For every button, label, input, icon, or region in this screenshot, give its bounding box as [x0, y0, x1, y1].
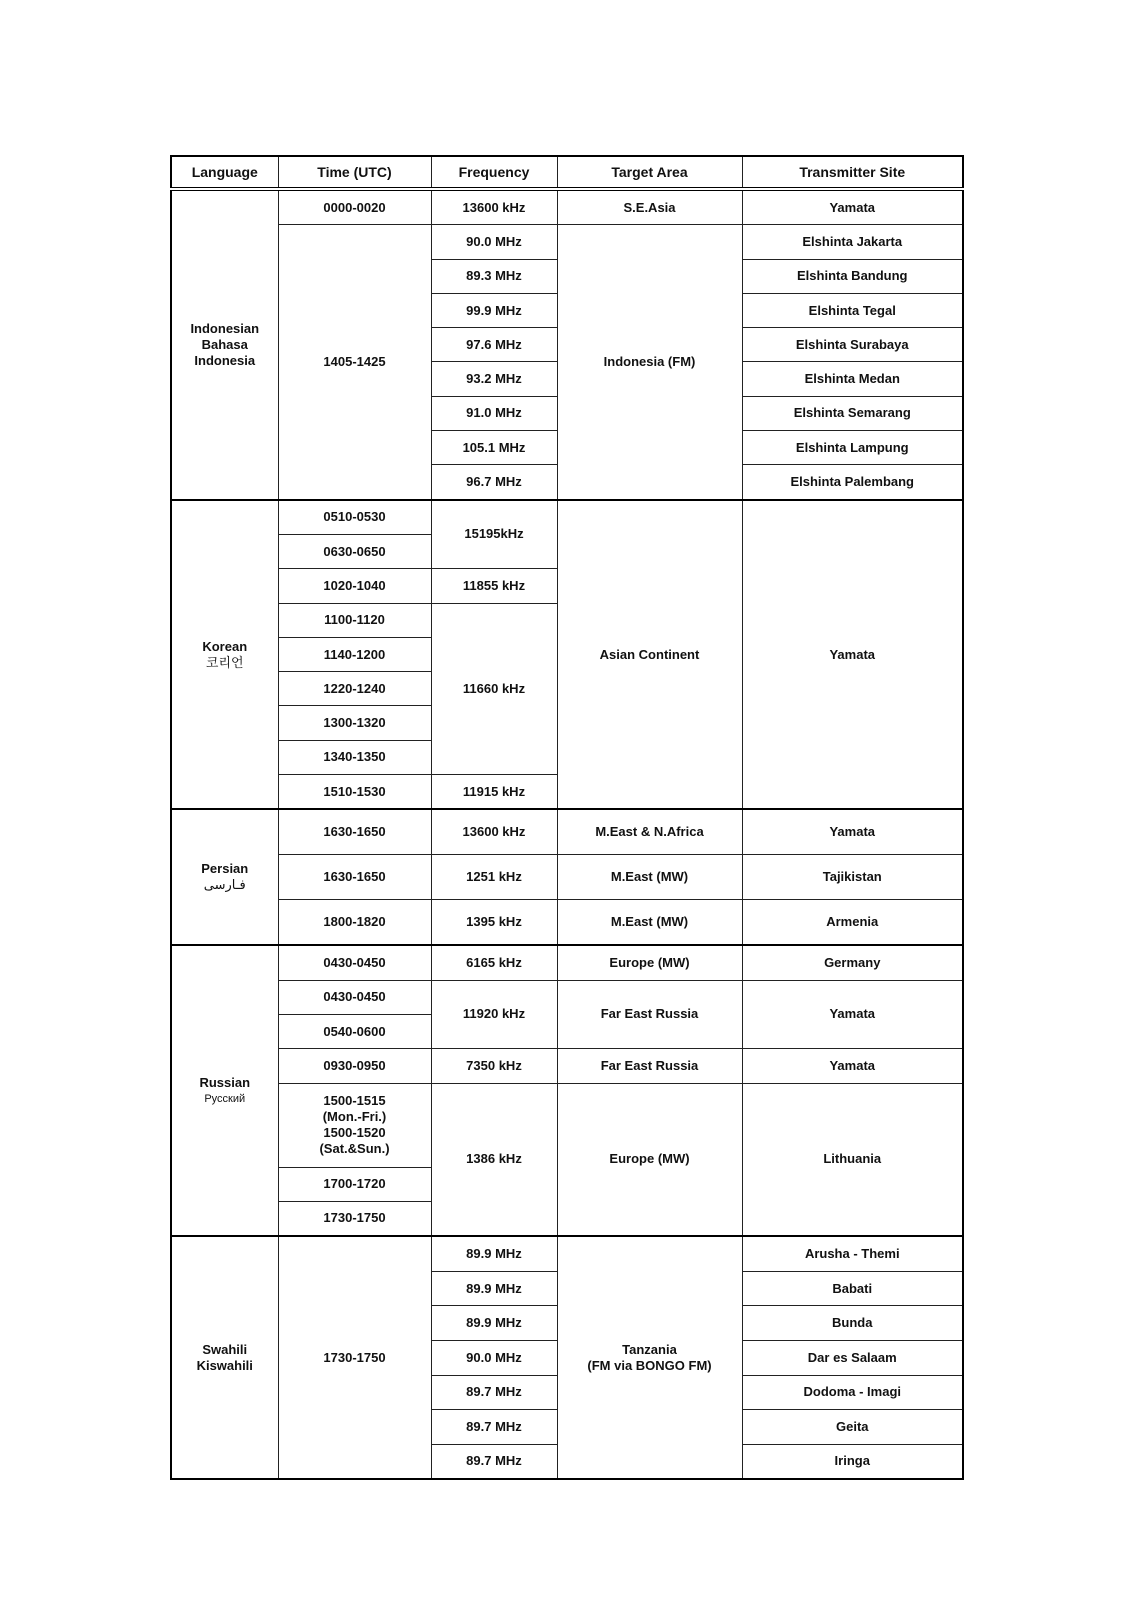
target-area-cell: M.East (MW)	[557, 900, 742, 946]
frequency-cell: 97.6 MHz	[431, 328, 557, 362]
transmitter-site-cell: Yamata	[742, 500, 963, 810]
transmitter-site-cell: Armenia	[742, 900, 963, 946]
transmitter-site-cell: Geita	[742, 1410, 963, 1445]
transmitter-site-cell: Elshinta Lampung	[742, 431, 963, 465]
table-row	[171, 900, 963, 946]
language-name: Persian	[201, 861, 249, 877]
target-area-cell: Indonesia (FM)	[557, 225, 742, 500]
frequency-cell: 11855 kHz	[431, 569, 557, 603]
time-cell: 1020-1040	[278, 569, 431, 603]
frequency-cell: 89.7 MHz	[431, 1444, 557, 1479]
section-swahili	[171, 1236, 963, 1479]
header-time: Time (UTC)	[278, 156, 431, 189]
language-native-name: فـارسی	[203, 877, 246, 893]
frequency-cell: 96.7 MHz	[431, 465, 557, 500]
transmitter-site-cell: Elshinta Palembang	[742, 465, 963, 500]
frequency-cell: 91.0 MHz	[431, 396, 557, 430]
frequency-cell: 89.3 MHz	[431, 259, 557, 293]
frequency-cell: 15195kHz	[431, 500, 557, 569]
table-row	[171, 855, 963, 900]
time-cell: 1800-1820	[278, 900, 431, 946]
language-name: Indonesia	[194, 352, 256, 368]
time-note: (Mon.-Fri.)	[322, 1109, 387, 1125]
time-cell: 0930-0950	[278, 1049, 431, 1083]
frequency-cell: 89.9 MHz	[431, 1271, 557, 1306]
frequency-cell: 1251 kHz	[431, 855, 557, 900]
table-row	[171, 980, 963, 1014]
time-cell: 1405-1425	[278, 225, 431, 500]
time-cell: 0000-0020	[278, 189, 431, 225]
frequency-cell: 89.7 MHz	[431, 1410, 557, 1445]
section-korean	[171, 500, 963, 810]
table-row	[171, 189, 963, 225]
time-cell: 0430-0450	[278, 945, 431, 980]
time-cell: 1700-1720	[278, 1167, 431, 1201]
time-cell	[278, 1083, 431, 1167]
time-cell: 1730-1750	[278, 1201, 431, 1236]
frequency-cell: 11915 kHz	[431, 775, 557, 810]
table-row	[171, 809, 963, 855]
language-cell	[171, 189, 278, 500]
transmitter-site-cell: Lithuania	[742, 1083, 963, 1236]
frequency-cell: 1395 kHz	[431, 900, 557, 946]
target-area-line: (FM via BONGO FM)	[587, 1357, 712, 1373]
transmitter-site-cell: Babati	[742, 1271, 963, 1306]
time-line: 1500-1515	[323, 1093, 386, 1109]
transmitter-site-cell: Yamata	[742, 809, 963, 855]
target-area-cell: M.East (MW)	[557, 855, 742, 900]
language-cell	[171, 945, 278, 1236]
table-row	[171, 225, 963, 259]
language-cell	[171, 809, 278, 945]
section-indonesian	[171, 189, 963, 500]
transmitter-site-cell: Elshinta Tegal	[742, 293, 963, 327]
target-area-cell: Asian Continent	[557, 500, 742, 810]
target-area-cell: S.E.Asia	[557, 189, 742, 225]
table-row	[171, 1083, 963, 1167]
time-cell: 1730-1750	[278, 1236, 431, 1479]
frequency-cell: 105.1 MHz	[431, 431, 557, 465]
header-language: Language	[171, 156, 278, 189]
frequency-cell: 11920 kHz	[431, 980, 557, 1049]
target-area-cell	[557, 1236, 742, 1479]
time-cell: 1100-1120	[278, 603, 431, 637]
time-cell: 1300-1320	[278, 706, 431, 740]
transmitter-site-cell: Germany	[742, 945, 963, 980]
language-name: Bahasa	[201, 336, 248, 352]
frequency-cell: 89.9 MHz	[431, 1306, 557, 1341]
frequency-cell: 6165 kHz	[431, 945, 557, 980]
time-cell: 0630-0650	[278, 534, 431, 568]
table-row	[171, 1049, 963, 1083]
frequency-cell: 1386 kHz	[431, 1083, 557, 1236]
time-cell: 1340-1350	[278, 740, 431, 774]
frequency-cell: 99.9 MHz	[431, 293, 557, 327]
language-name: Kiswahili	[196, 1357, 253, 1373]
frequency-cell: 90.0 MHz	[431, 225, 557, 259]
language-native-name: 코리언	[205, 654, 244, 670]
transmitter-site-cell: Elshinta Semarang	[742, 396, 963, 430]
time-cell: 1510-1530	[278, 775, 431, 810]
transmitter-site-cell: Yamata	[742, 980, 963, 1049]
table-row	[171, 1236, 963, 1271]
transmitter-site-cell: Dodoma - Imagi	[742, 1375, 963, 1410]
frequency-cell: 13600 kHz	[431, 189, 557, 225]
frequency-cell: 89.7 MHz	[431, 1375, 557, 1410]
transmitter-site-cell: Yamata	[742, 1049, 963, 1083]
transmitter-site-cell: Iringa	[742, 1444, 963, 1479]
frequency-cell: 90.0 MHz	[431, 1340, 557, 1375]
frequency-cell: 93.2 MHz	[431, 362, 557, 396]
transmitter-site-cell: Bunda	[742, 1306, 963, 1341]
transmitter-site-cell: Arusha - Themi	[742, 1236, 963, 1271]
time-cell: 1140-1200	[278, 637, 431, 671]
frequency-cell: 89.9 MHz	[431, 1236, 557, 1271]
language-name: Russian	[199, 1074, 251, 1090]
language-name: Korean	[202, 638, 248, 654]
time-cell: 0430-0450	[278, 980, 431, 1014]
time-cell: 0510-0530	[278, 500, 431, 535]
header-row	[171, 156, 963, 189]
transmitter-site-cell: Elshinta Medan	[742, 362, 963, 396]
time-note: (Sat.&Sun.)	[319, 1141, 390, 1157]
language-name: Swahili	[202, 1341, 248, 1357]
header-frequency: Frequency	[431, 156, 557, 189]
frequency-cell: 13600 kHz	[431, 809, 557, 855]
target-area-cell: Far East Russia	[557, 980, 742, 1049]
transmitter-site-cell: Dar es Salaam	[742, 1340, 963, 1375]
transmitter-site-cell: Elshinta Bandung	[742, 259, 963, 293]
language-name: Indonesian	[190, 320, 260, 336]
language-cell	[171, 500, 278, 810]
time-cell: 1220-1240	[278, 672, 431, 706]
section-persian	[171, 809, 963, 945]
transmitter-site-cell: Elshinta Jakarta	[742, 225, 963, 259]
frequency-cell: 11660 kHz	[431, 603, 557, 774]
broadcast-schedule-table	[170, 155, 964, 1480]
header-target-area: Target Area	[557, 156, 742, 189]
time-line: 1500-1520	[323, 1125, 386, 1141]
transmitter-site-cell: Yamata	[742, 189, 963, 225]
time-cell: 1630-1650	[278, 809, 431, 855]
time-cell: 0540-0600	[278, 1014, 431, 1048]
transmitter-site-cell: Elshinta Surabaya	[742, 328, 963, 362]
time-cell: 1630-1650	[278, 855, 431, 900]
target-area-cell: Far East Russia	[557, 1049, 742, 1083]
table-row	[171, 500, 963, 535]
target-area-cell: Europe (MW)	[557, 945, 742, 980]
header-transmitter-site: Transmitter Site	[742, 156, 963, 189]
transmitter-site-cell: Tajikistan	[742, 855, 963, 900]
language-cell	[171, 1236, 278, 1479]
target-area-cell: Europe (MW)	[557, 1083, 742, 1236]
target-area-line: Tanzania	[622, 1341, 677, 1357]
target-area-cell: M.East & N.Africa	[557, 809, 742, 855]
table-row	[171, 945, 963, 980]
frequency-cell: 7350 kHz	[431, 1049, 557, 1083]
language-native-name: Русский	[204, 1092, 246, 1105]
section-russian	[171, 945, 963, 1236]
